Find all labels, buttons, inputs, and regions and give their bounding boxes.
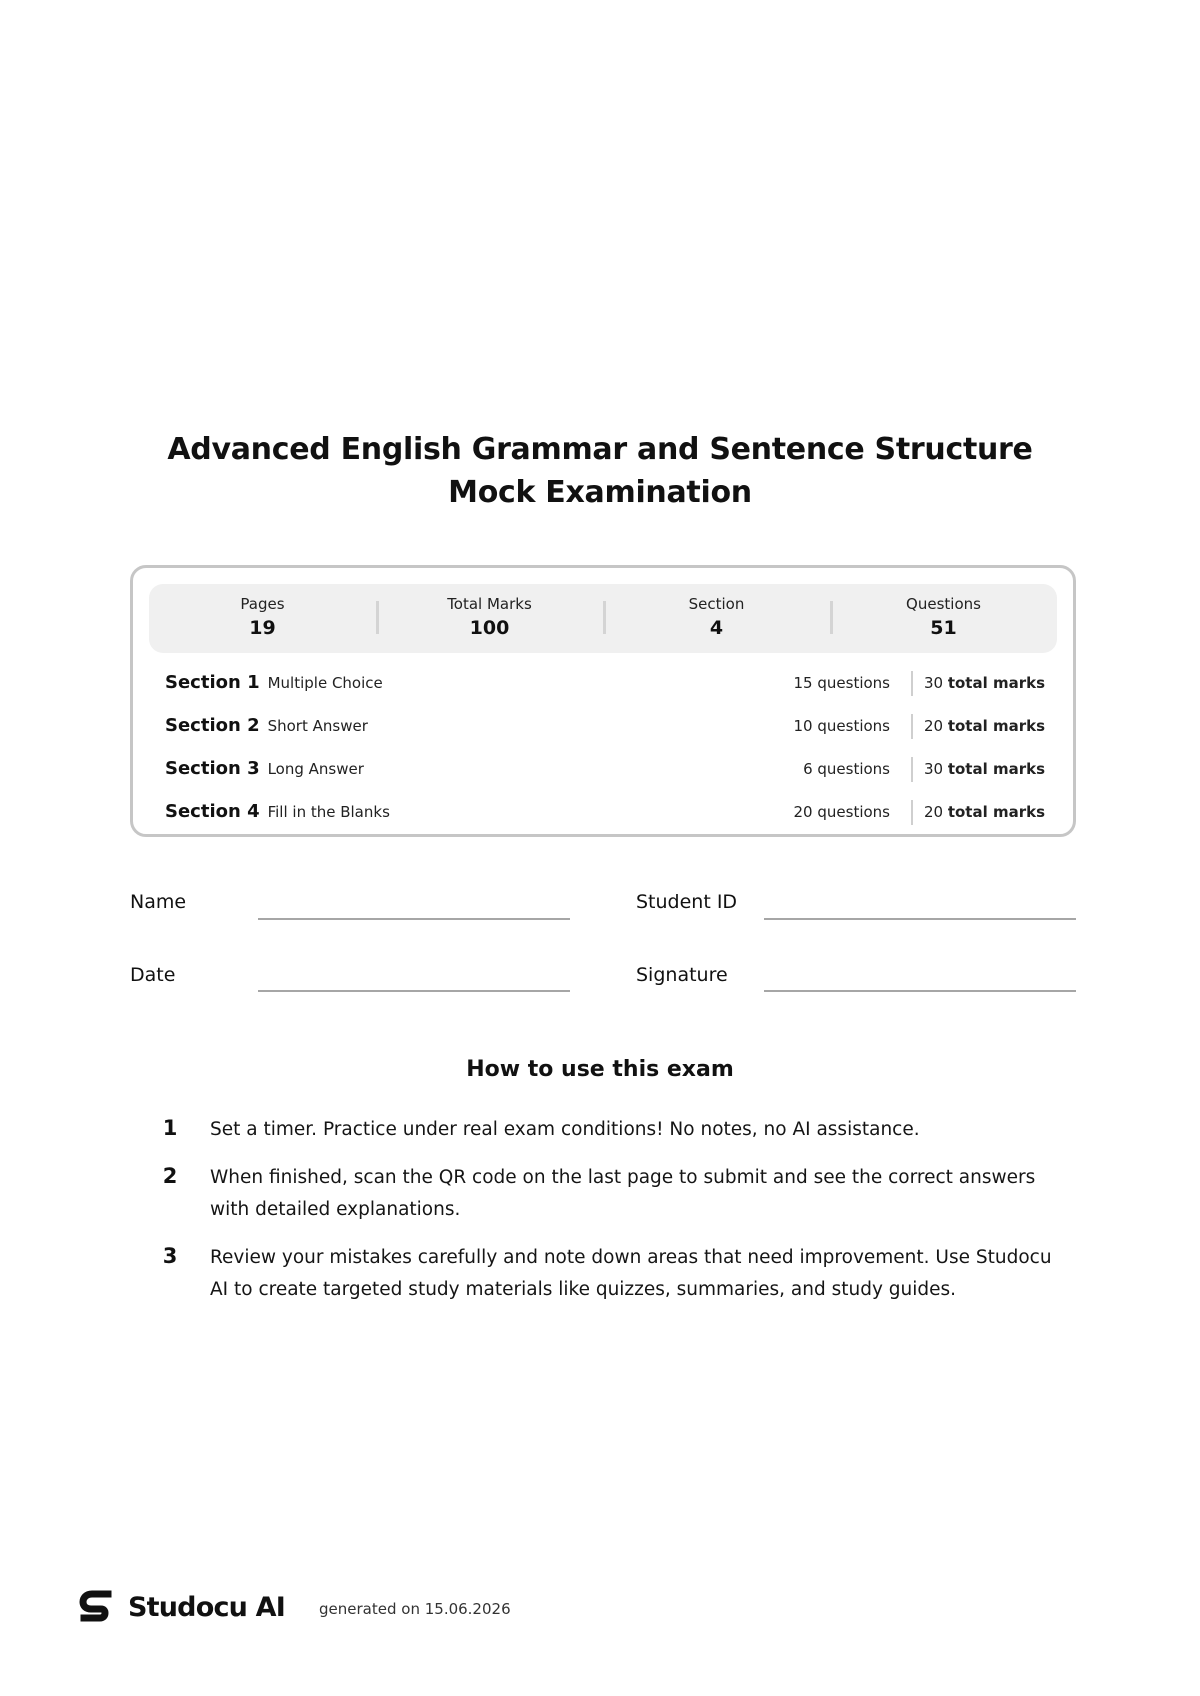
step-text: When finished, scan the QR code on the last page to submit and see the correct answers with detailed explanations. — [210, 1167, 1036, 1220]
name-line[interactable] — [258, 918, 570, 920]
howto-heading: How to use this exam — [466, 1057, 734, 1082]
date-label: Date — [130, 964, 176, 986]
section-marks-label: total marks — [947, 802, 1045, 821]
section-row — [165, 747, 1045, 790]
section-marks — [924, 760, 1045, 778]
step-number: 3 — [162, 1244, 178, 1268]
section-row — [165, 704, 1045, 747]
section-marks — [924, 674, 1045, 692]
generated-date: generated on 15.06.2026 — [319, 1600, 511, 1618]
sections-list — [165, 661, 1045, 833]
section-marks-label: total marks — [947, 673, 1045, 692]
section-marks-number: 20 — [923, 802, 944, 821]
step-text: Set a timer. Practice under real exam conditions! No notes, no AI assistance. — [210, 1119, 920, 1140]
name-label: Name — [130, 891, 187, 913]
signature-label: Signature — [636, 964, 728, 986]
exam-title: Advanced English Grammar and Sentence Structure Mock Examination — [167, 432, 1033, 510]
student-id-label: Student ID — [636, 891, 738, 913]
section-marks-label: total marks — [947, 716, 1045, 735]
section-marks — [924, 717, 1045, 735]
section-name: Section 3 — [165, 758, 260, 779]
howto-steps — [160, 1114, 1060, 1322]
section-marks-number: 20 — [923, 716, 944, 735]
stat-label: Questions — [906, 595, 981, 613]
stat-value: 100 — [469, 617, 510, 639]
stat-total-marks — [376, 584, 603, 653]
stat-label: Total Marks — [447, 595, 532, 613]
section-row — [165, 661, 1045, 704]
signature-field[interactable] — [636, 963, 1076, 993]
footer — [78, 1585, 511, 1629]
name-field[interactable] — [130, 890, 570, 920]
stat-value: 19 — [249, 617, 276, 639]
section-type: Long Answer — [267, 759, 364, 778]
section-divider — [911, 671, 913, 696]
exam-summary-card — [130, 565, 1076, 837]
section-type: Short Answer — [267, 716, 368, 735]
step-number: 1 — [162, 1116, 178, 1140]
stat-label: Section — [688, 595, 745, 613]
student-info-form — [130, 890, 1076, 1020]
section-row — [165, 790, 1045, 833]
stat-section — [603, 584, 830, 653]
list-item — [160, 1114, 1060, 1146]
student-id-line[interactable] — [764, 918, 1076, 920]
section-questions: 15 questions — [793, 673, 890, 692]
section-name: Section 1 — [165, 672, 260, 693]
studocu-logo-icon — [78, 1588, 114, 1626]
step-text: Review your mistakes carefully and note down areas that need improvement. Use Studocu AI to create targeted study materials like quizzes, summaries, and study guides. — [210, 1247, 1052, 1300]
brand-name: Studocu AI — [128, 1591, 286, 1623]
section-divider — [911, 714, 913, 739]
signature-line[interactable] — [764, 990, 1076, 992]
stats-bar — [149, 584, 1057, 653]
stat-value: 4 — [709, 617, 724, 639]
step-number: 2 — [162, 1164, 178, 1188]
date-field[interactable] — [130, 963, 570, 993]
list-item — [160, 1242, 1060, 1306]
date-line[interactable] — [258, 990, 570, 992]
section-name: Section 4 — [165, 801, 260, 822]
section-marks-number: 30 — [923, 759, 944, 778]
list-item — [160, 1162, 1060, 1226]
section-marks-label: total marks — [947, 759, 1045, 778]
section-questions: 10 questions — [793, 716, 890, 735]
stat-questions — [830, 584, 1057, 653]
section-marks-number: 30 — [923, 673, 944, 692]
stat-value: 51 — [930, 617, 957, 639]
section-marks — [924, 803, 1045, 821]
section-type: Multiple Choice — [267, 673, 383, 692]
stat-pages — [149, 584, 376, 653]
student-id-field[interactable] — [636, 890, 1076, 920]
section-divider — [911, 757, 913, 782]
section-questions: 20 questions — [793, 802, 890, 821]
stat-label: Pages — [240, 595, 285, 613]
section-name: Section 2 — [165, 715, 260, 736]
section-divider — [911, 800, 913, 825]
section-type: Fill in the Blanks — [267, 802, 390, 821]
section-questions: 6 questions — [803, 759, 890, 778]
